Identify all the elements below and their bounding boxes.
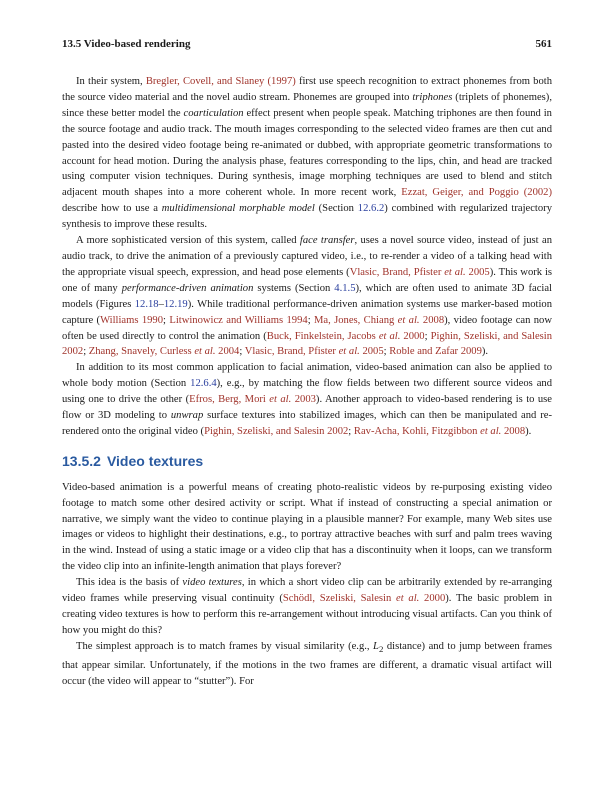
citation-link[interactable]: Pighin, Szeliski, and Salesin 2002 xyxy=(204,425,349,437)
paragraph-1: In their system, Bregler, Covell, and Slaney (1997) first use speech recognition to extract phonemes from both the source video material and the novel audio stream. Phonemes are grouped into triphones (triplets of phonemes), since these better model the coarticulation effect present when people speak. Matching triphones are then found in the source footage and audio track. The mouth images corresponding to the selected video frames are then cut and pasted into the desired video footage being re-animated or dubbed, with appropriate geometric transformations to account for head motion. During the analysis phase, features corresponding to the lips, chin, and head are tracked using computer vision techniques. During synthesis, image morphing techniques are used to blend and stitch adjacent mouth shapes into a more coherent whole. In more recent work, Ezzat, Geiger, and Poggio (2002) describe how to use a multidimensional morphable model (Section 12.6.2) combined with regularized trajectory synthesis to improve these results. xyxy=(62,76,553,231)
paragraph-6: The simplest approach is to match frames by visual similarity (e.g., $L_2$ distance) and to jump between frames that appear similar. Unfortunately, if the motions in the two frames are different, a dramatic visual artifact will occur (the video will appear to “stutter”). For xyxy=(62,640,552,687)
page-body xyxy=(62,74,552,690)
citation-link[interactable]: Ezzat, Geiger, and Poggio (2002) xyxy=(401,187,552,199)
section-number: 13.5.2 xyxy=(62,452,101,469)
citation-link[interactable]: Zhang, Snavely, Curless et al. 2004 xyxy=(88,346,240,358)
figure-ref-link[interactable]: 12.19 xyxy=(163,298,188,310)
section-ref-link[interactable]: 12.6.2 xyxy=(357,203,385,215)
figure-ref-link[interactable]: 12.18 xyxy=(134,298,159,310)
paragraph-4: Video-based animation is a powerful means of creating photo-realistic videos by re-purposing existing video footage to match some other desired activity or script. What if instead of constructing a special animation or narrative, we simply want the video to continue playing in a plausible manner? For example, many Web sites use images or videos to highlight their destinations, e.g., to portray attractive beaches with surf and palm trees waving in the wind. Instead of using a static image or a video clip that has a discontinuity when it loops, can we transform the video clip into an infinite-length animation that plays forever? xyxy=(62,481,552,573)
section-ref-link[interactable]: 12.6.4 xyxy=(190,378,217,390)
paragraph-3: In addition to its most common application to facial animation, video-based animation can also be applied to whole body motion (Section 12.6.4), e.g., by matching the flow fields between two different source videos and using one to drive the other (Efros, Berg, Mori et al. 2003). Another approach to video-based rendering is to use flow or 3D modeling to unwrap surface textures into stabilized images, which can then be manipulated and re-rendered onto the original video (Pighin, Szeliski, and Salesin 2002; Rav-Acha, Kohli, Fitzgibbon et al. 2008). xyxy=(62,362,553,437)
section-heading xyxy=(62,454,552,470)
citation-link[interactable]: Bregler, Covell, and Slaney (1997) xyxy=(145,76,296,87)
citation-link[interactable]: Vlasic, Brand, Pfister et al. 2005 xyxy=(244,346,384,358)
section-title: Video textures xyxy=(106,452,204,469)
citation-link[interactable]: Ma, Jones, Chiang et al. 2008 xyxy=(314,314,445,326)
section-ref-link[interactable]: 4.1.5 xyxy=(334,282,356,294)
citation-link[interactable]: Schödl, Szeliski, Salesin et al. 2000 xyxy=(282,593,446,605)
citation-link[interactable]: Williams 1990 xyxy=(100,314,164,326)
math-symbol: L xyxy=(373,640,379,652)
citation-link[interactable]: Roble and Zafar 2009 xyxy=(389,346,482,358)
citation-link[interactable]: Pighin, Szeliski, and Salesin 2002 xyxy=(62,330,553,358)
math-subscript: 2 xyxy=(378,643,384,654)
citation-link[interactable]: Buck, Finkelstein, Jacobs et al. 2000 xyxy=(266,330,425,342)
paragraph-5: This idea is the basis of video textures, in which a short video clip can be arbitrarily extended by re-arranging video frames while preserving visual continuity (Schödl, Szeliski, Salesin et al. 2000). The basic problem in creating video textures is how to perform this re-arrangement without introducing visual artifacts. Can you think of how you might do this? xyxy=(62,577,553,636)
page-number: 561 xyxy=(535,38,552,50)
header-section-title: 13.5 Video-based rendering xyxy=(62,38,191,50)
running-header xyxy=(62,38,552,50)
citation-link[interactable]: Vlasic, Brand, Pfister et al. 2005 xyxy=(349,266,490,278)
citation-link[interactable]: Efros, Berg, Mori et al. 2003 xyxy=(189,394,316,406)
citation-link[interactable]: Litwinowicz and Williams 1994 xyxy=(169,314,308,326)
paragraph-2: A more sophisticated version of this system, called face transfer, uses a novel source video, instead of just an audio track, to drive the animation of a previously captured video, i.e., to re-render a video of a talking head with the appropriate visual speech, expression, and head pose elements (Vlasic, Brand, Pfister et al. 2005). This work is one of many performance-driven animation systems (Section 4.1.5), which are often used to animate 3D facial models (Figures 12.18–12.19). While traditional performance-driven animation systems use marker-based motion capture (Williams 1990; Litwinowicz and Williams 1994; Ma, Jones, Chiang et al. 2008), video footage can now often be used directly to control the animation (Buck, Finkelstein, Jacobs et al. 2000; Pighin, Szeliski, and Salesin 2002; Zhang, Snavely, Curless et al. 2004; Vlasic, Brand, Pfister et al. 2005; Roble and Zafar 2009). xyxy=(62,235,553,358)
citation-link[interactable]: Rav-Acha, Kohli, Fitzgibbon et al. 2008 xyxy=(353,425,526,437)
